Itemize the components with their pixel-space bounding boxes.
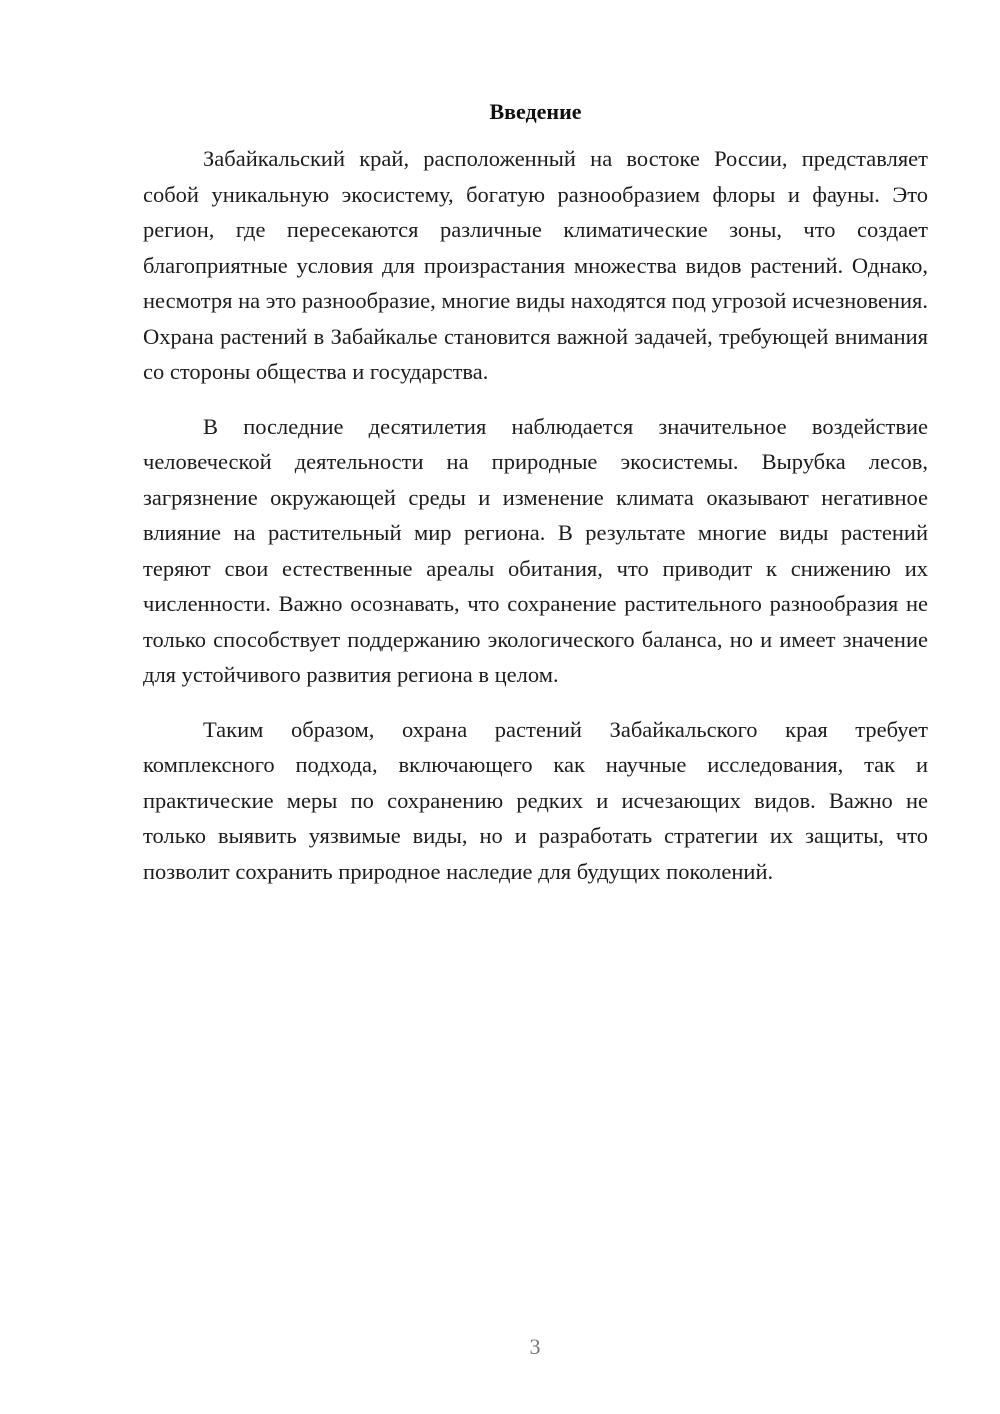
page-number: 3: [529, 1334, 541, 1359]
paragraph-2: В последние десятилетия наблюдается значительное воздействие человеческой деятельности на природные экосистемы. Вырубка лесов, загрязнение окружающей среды и изменение климата оказывают негативное влияние на растительный мир региона. В результате многие виды растений теряют свои естественные ареалы обитания, что приводит к снижению их численности. Важно осознавать, что сохранение растительного разнообразия не только способствует поддержанию экологического баланса, но и имеет значение для устойчивого развития региона в целом.: [143, 413, 928, 687]
paragraph-3: Таким образом, охрана растений Забайкальского края требует комплексного подхода, включающего как научные исследования, так и практические меры по сохранению редких и исчезающих видов. Важно не только выявить уязвимые виды, но и разработать стратегии их защиты, что позволит сохранить природное наследие для будущих поколений.: [143, 716, 928, 884]
page-content: [143, 95, 928, 889]
paragraph-1: Забайкальский край, расположенный на востоке России, представляет собой уникальную экосистему, богатую разнообразием флоры и фауны. Это регион, где пересекаются различные климатические зоны, что создает благоприятные условия для произрастания множества видов растений. Однако, несмотря на это разнообразие, многие виды находятся под угрозой исчезновения. Охрана растений в Забайкалье становится важной задачей, требующей внимания со стороны общества и государства.: [143, 146, 928, 384]
section-title: Введение: [489, 99, 582, 124]
